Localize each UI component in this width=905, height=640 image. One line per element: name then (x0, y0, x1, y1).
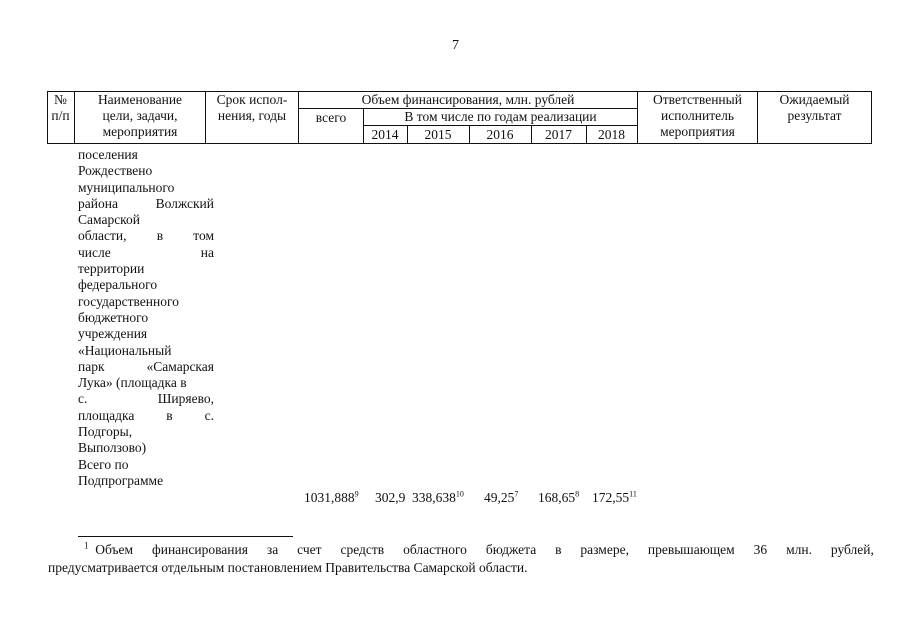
text-word: области, (78, 228, 127, 244)
text-word: парк (78, 358, 105, 374)
footnote-word: счет (297, 542, 322, 557)
text-word: «Национальный (78, 342, 172, 358)
measure-name-text (78, 147, 214, 489)
footnote-word: 36 (753, 542, 768, 557)
text-word: территории (78, 261, 145, 277)
text-word: Рождествено (78, 163, 153, 179)
header-number: № п/п (51, 92, 70, 123)
text-word: района (78, 195, 118, 211)
footnote-word: млн. (786, 542, 812, 557)
header-responsible: Ответственный исполнитель мероприятия (653, 92, 742, 139)
text-line (78, 440, 214, 456)
header-name: Наименование цели, задачи, мероприятия (97, 92, 183, 139)
text-word: Ширяево, (157, 391, 214, 407)
table-header (47, 91, 872, 144)
text-word: Лука» (площадка в (78, 375, 187, 391)
text-word: с. (204, 407, 214, 423)
text-word: в (166, 407, 173, 423)
text-word: с. (78, 391, 88, 407)
footnote-second-line: предусматривается отдельным постановлением Правительства Самарской области. (48, 560, 528, 575)
text-word: бюджетного (78, 309, 149, 325)
footnote-first-word (84, 541, 133, 559)
header-year-2017: 2017 (545, 127, 572, 142)
header-total: всего (315, 110, 347, 125)
header-year-2015: 2015 (424, 127, 452, 142)
text-line (78, 359, 214, 375)
total-value: 49,25$^7$ (484, 489, 519, 505)
text-word: Выползово) (78, 440, 147, 456)
text-word: Подпрограмме (78, 472, 164, 488)
header-by-year: В том числе по годам реализации (404, 109, 597, 124)
text-line (78, 212, 214, 228)
text-word: в (156, 228, 164, 244)
text-line (78, 391, 214, 407)
header-year-2014: 2014 (371, 127, 399, 142)
footnote-first-line (48, 541, 874, 559)
footnote-mark: 1 (84, 540, 89, 551)
total-value: 1031,888$^9$ (304, 489, 359, 505)
total-value: 302,9 (375, 490, 406, 505)
text-word: числе (78, 244, 111, 260)
text-line (78, 245, 214, 261)
footnote-word: средств (340, 542, 385, 557)
text-line (78, 424, 214, 440)
text-word: «Самарская (146, 358, 214, 374)
text-word: Всего по (78, 456, 129, 472)
footnote-word: бюджета (485, 542, 537, 557)
text-line (78, 277, 214, 293)
total-value: 168,65$^8$ (538, 489, 580, 505)
footnote-word: размере, (580, 542, 629, 557)
text-word: государственного (78, 293, 179, 309)
text-word: муниципального (78, 179, 175, 195)
footnote-word: в (555, 542, 562, 557)
header-result: Ожидаемый результат (779, 92, 850, 123)
footnote-divider (78, 536, 293, 537)
text-word: том (193, 228, 214, 244)
text-word: учреждения (78, 326, 148, 342)
text-line (78, 163, 214, 179)
footnote-word: за (266, 542, 279, 557)
text-line (78, 294, 214, 310)
footnote (48, 541, 874, 577)
footnote-word: областного (403, 542, 467, 557)
text-line (78, 343, 214, 359)
page-number: 7 (452, 38, 459, 53)
text-line (78, 147, 214, 163)
text-line (78, 310, 214, 326)
text-line (78, 408, 214, 424)
text-word: Самарской (78, 212, 141, 228)
text-line (78, 473, 214, 489)
text-word: федерального (78, 277, 158, 293)
text-word: поселения (78, 147, 138, 162)
text-line (78, 228, 214, 244)
text-word: площадка (78, 407, 135, 423)
header-year-2016: 2016 (486, 127, 514, 142)
header-term: Срок испол- нения, годы (216, 92, 288, 123)
footnote-word: финансирования (151, 542, 248, 557)
text-line (78, 196, 214, 212)
total-value: 172,55$^{11}$ (592, 489, 637, 505)
text-line (78, 261, 214, 277)
text-word: Волжский (155, 195, 214, 211)
footnote-word: рублей, (830, 542, 874, 557)
text-line (78, 180, 214, 196)
footnote-word: Объем (95, 542, 134, 557)
text-word: Подгоры, (78, 424, 133, 440)
text-line (78, 326, 214, 342)
header-year-2018: 2018 (598, 127, 625, 142)
total-value: 338,638$^{10}$ (412, 489, 464, 505)
text-word: на (200, 244, 214, 260)
footnote-word: превышающем (647, 542, 735, 557)
text-line (78, 457, 214, 473)
text-line (78, 375, 214, 391)
header-financing: Объем финансирования, млн. рублей (361, 92, 575, 107)
